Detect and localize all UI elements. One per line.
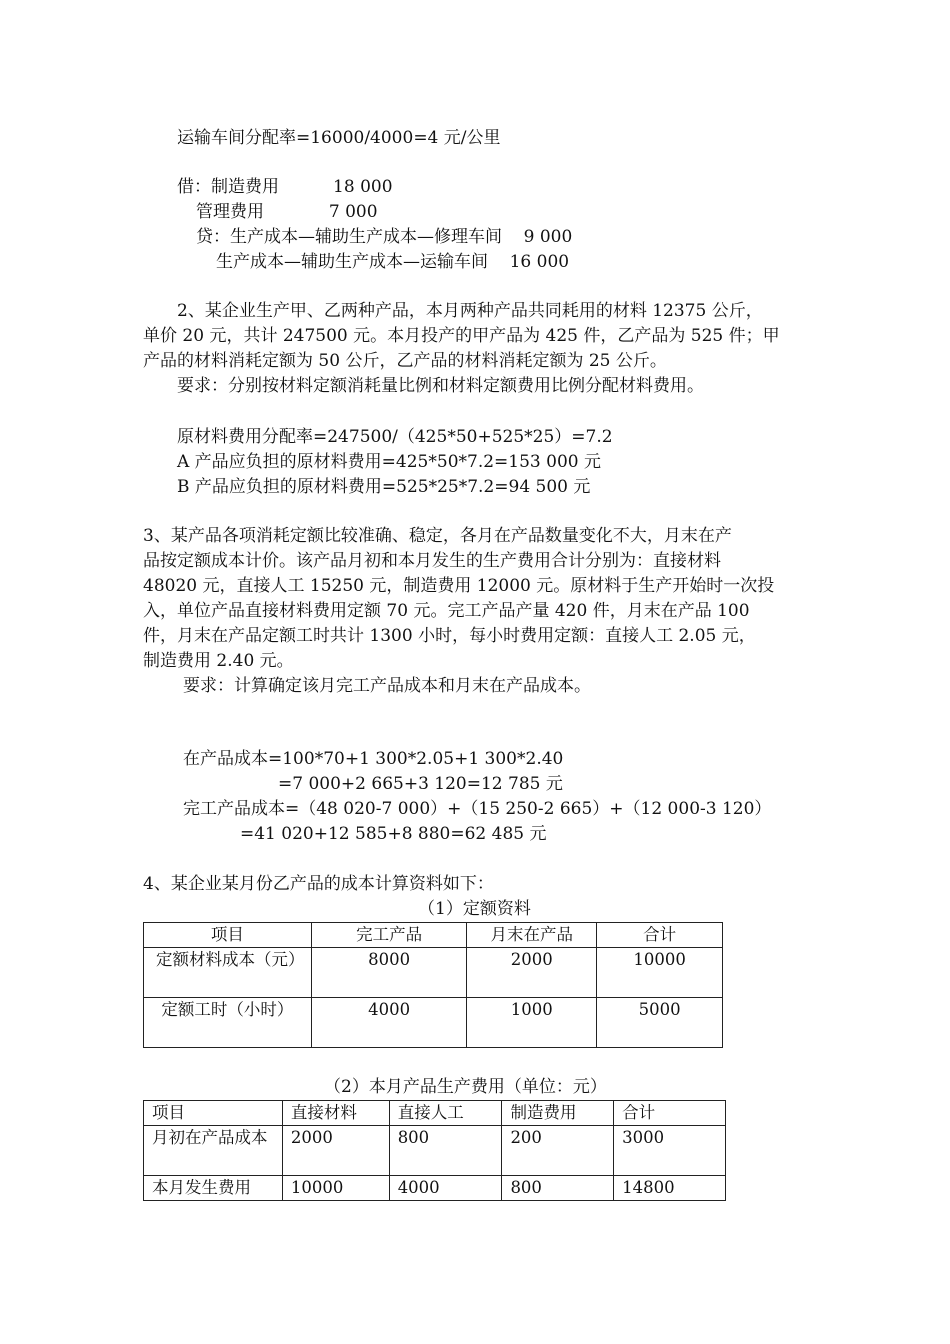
table-cell: 14800 [614,1176,726,1201]
question-3-requirement: 要求：计算确定该月完工产品成本和月末在产品成本。 [183,676,591,696]
table-cell: 1000 [467,998,597,1048]
journal-credit-line: 生产成本—辅助生产成本—运输车间 16 000 [216,252,570,272]
table-row [144,948,723,998]
question-2-text: 单价 20 元，共计 247500 元。本月投产的甲产品为 425 件，乙产品为 525 件；甲 [143,326,780,346]
question-2-text: 产品的材料消耗定额为 50 公斤，乙产品的材料消耗定额为 25 公斤。 [143,351,667,371]
table-header-cell: 项目 [144,923,312,948]
table-cell: 800 [389,1126,502,1176]
question-3-text: 品按定额成本计价。该产品月初和本月发生的生产费用合计分别为：直接材料 [143,551,721,571]
table-row [144,1126,726,1176]
table-row [144,998,723,1048]
table-header-cell: 合计 [614,1101,726,1126]
answer-3-line: =41 020+12 585+8 880=62 485 元 [240,824,547,844]
table-cell: 5000 [597,998,723,1048]
question-3-text: 48020 元，直接人工 15250 元，制造费用 12000 元。原材料于生产开始时一次投 [143,576,775,596]
table-header-cell: 项目 [144,1101,283,1126]
table-cell: 2000 [467,948,597,998]
production-cost-table [143,1100,726,1201]
table-header-row [144,1101,726,1126]
table-cell: 本月发生费用 [144,1176,283,1201]
answer-2-line: A 产品应负担的原材料费用=425*50*7.2=153 000 元 [177,452,601,472]
table-header-cell: 直接材料 [282,1101,389,1126]
ratio-transport-line: 运输车间分配率=16000/4000=4 元/公里 [177,128,501,148]
table2-caption: （2）本月产品生产费用（单位：元） [324,1077,607,1097]
question-3-text: 3、某产品各项消耗定额比较准确、稳定，各月在产品数量变化不大，月末在产 [143,526,732,546]
table-header-cell: 月末在产品 [467,923,597,948]
question-3-text: 制造费用 2.40 元。 [143,651,294,671]
question-3-text: 件，月末在产品定额工时共计 1300 小时，每小时费用定额：直接人工 2.05 元， [143,626,756,646]
table-header-cell: 合计 [597,923,723,948]
table-row [144,1176,726,1201]
table-header-cell: 制造费用 [502,1101,614,1126]
table-cell: 200 [502,1126,614,1176]
journal-debit-line: 管理费用 7 000 [196,202,378,222]
answer-3-line: 完工产品成本=（48 020-7 000）+（15 250-2 665）+（12 000-3 120） [183,799,772,819]
answer-2-line: 原材料费用分配率=247500/（425*50+525*25）=7.2 [177,427,613,447]
table-cell: 定额材料成本（元） [144,948,312,998]
table1-caption: （1）定额资料 [418,899,531,919]
table-header-cell: 完工产品 [311,923,467,948]
table-cell: 2000 [282,1126,389,1176]
table-cell: 定额工时（小时） [144,998,312,1048]
table-cell: 800 [502,1176,614,1201]
question-4-text: 4、某企业某月份乙产品的成本计算资料如下： [143,874,494,894]
table-cell: 10000 [282,1176,389,1201]
table-cell: 4000 [311,998,467,1048]
table-header-row [144,923,723,948]
journal-credit-line: 贷：生产成本—辅助生产成本—修理车间 9 000 [196,227,573,247]
question-2-text: 2、某企业生产甲、乙两种产品，本月两种产品共同耗用的材料 12375 公斤， [177,301,763,321]
answer-3-line: =7 000+2 665+3 120=12 785 元 [278,774,563,794]
table-cell: 4000 [389,1176,502,1201]
table-cell: 8000 [311,948,467,998]
journal-debit-line: 借：制造费用 18 000 [177,177,393,197]
question-3-text: 入，单位产品直接材料费用定额 70 元。完工产品产量 420 件，月末在产品 100 [143,601,750,621]
answer-2-line: B 产品应负担的原材料费用=525*25*7.2=94 500 元 [177,477,591,497]
table-cell: 3000 [614,1126,726,1176]
quota-table [143,922,723,1048]
answer-3-line: 在产品成本=100*70+1 300*2.05+1 300*2.40 [183,749,564,769]
table-header-cell: 直接人工 [389,1101,502,1126]
table-cell: 10000 [597,948,723,998]
table-cell: 月初在产品成本 [144,1126,283,1176]
question-2-requirement: 要求：分别按材料定额消耗量比例和材料定额费用比例分配材料费用。 [177,376,704,396]
